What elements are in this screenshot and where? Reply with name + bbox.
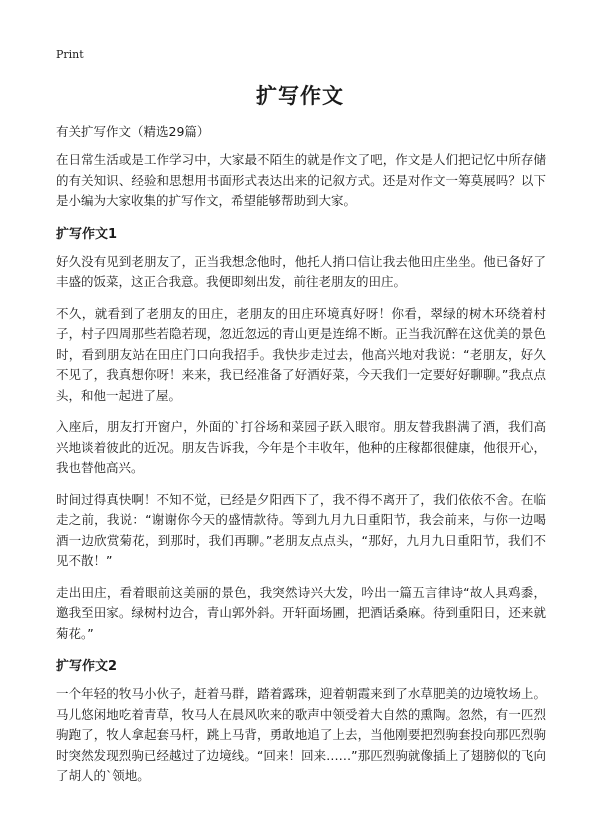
section-1-paragraph-4: 时间过得真快啊！不知不觉，已经是夕阳西下了，我不得不离开了，我们依依不舍。在临走之前，我说：“谢谢你今天的盛情款待。等到九月九日重阳节，我会前来，与你一边喝酒一边欣赏菊花，到那时，我们再聊。”老朋友点点头，“那好，九月九日重阳节，我们不见不散！” (56, 491, 546, 568)
intro-paragraph: 在日常生活或是工作学习中，大家最不陌生的就是作文了吧，作文是人们把记忆中所存储的有关知识、经验和思想用书面形式表达出来的记叙方式。还是对作文一筹莫展吗？以下是小编为大家收集的扩写作文，希望能够帮助到大家。 (56, 152, 546, 208)
section-1-paragraph-2: 不久，就看到了老朋友的田庄，老朋友的田庄环境真好呀！你看，翠绿的树木环绕着村子，村子四周那些若隐若现，忽近忽远的青山更是连绵不断。正当我沉醉在这优美的景色时，看到朋友站在田庄门口向我招手。我快步走过去，他高兴地对我说：“老朋友，好久不见了，我真想你呀！来来，我已经准备了好酒好菜，今天我们一定要好好聊聊。”我点点头，和他一起进了屋。 (56, 305, 546, 403)
section-1-paragraph-3: 入座后，朋友打开窗户，外面的`打谷场和菜园子跃入眼帘。朋友替我斟满了酒，我们高兴地谈着彼此的近况。朋友告诉我，今年是个丰收年，他种的庄稼都很健康，他很开心，我也替他高兴。 (56, 419, 546, 475)
print-label[interactable]: Print (56, 48, 84, 61)
section-2-paragraph-1: 一个年轻的牧马小伙子，赶着马群，踏着露珠，迎着朝霞来到了水草肥美的边境牧场上。马儿悠闲地吃着青草，牧马人在晨风吹来的歌声中领受着大自然的熏陶。忽然，有一匹烈驹跑了，牧人拿起套马杆，跳上马背，勇敢地追了上去，当他刚要把烈驹套投向那匹烈驹时突然发现烈驹已经越过了边境线。“回来！回来……”那匹烈驹就像插上了翅膀似的飞向了胡人的`领地。 (56, 686, 546, 783)
document-subtitle: 有关扩写作文（精选29篇） (56, 124, 210, 139)
section-heading-1: 扩写作文1 (56, 226, 118, 242)
page-title: 扩写作文 (256, 84, 344, 108)
section-heading-2: 扩写作文2 (56, 659, 118, 674)
section-1-paragraph-1: 好久没有见到老朋友了，正当我想念他时，他托人捎口信让我去他田庄坐坐。他已备好了丰盛的饭菜，这正合我意。我便即刻出发，前往老朋友的田庄。 (56, 253, 546, 289)
document-body (56, 122, 546, 798)
section-1-paragraph-5: 走出田庄，看着眼前这美丽的景色，我突然诗兴大发，吟出一篇五言律诗“故人具鸡黍，邀我至田家。绿树村边合，青山郭外斜。开轩面场圃，把酒话桑麻。待到重阳日，还来就菊花。” (56, 584, 546, 641)
